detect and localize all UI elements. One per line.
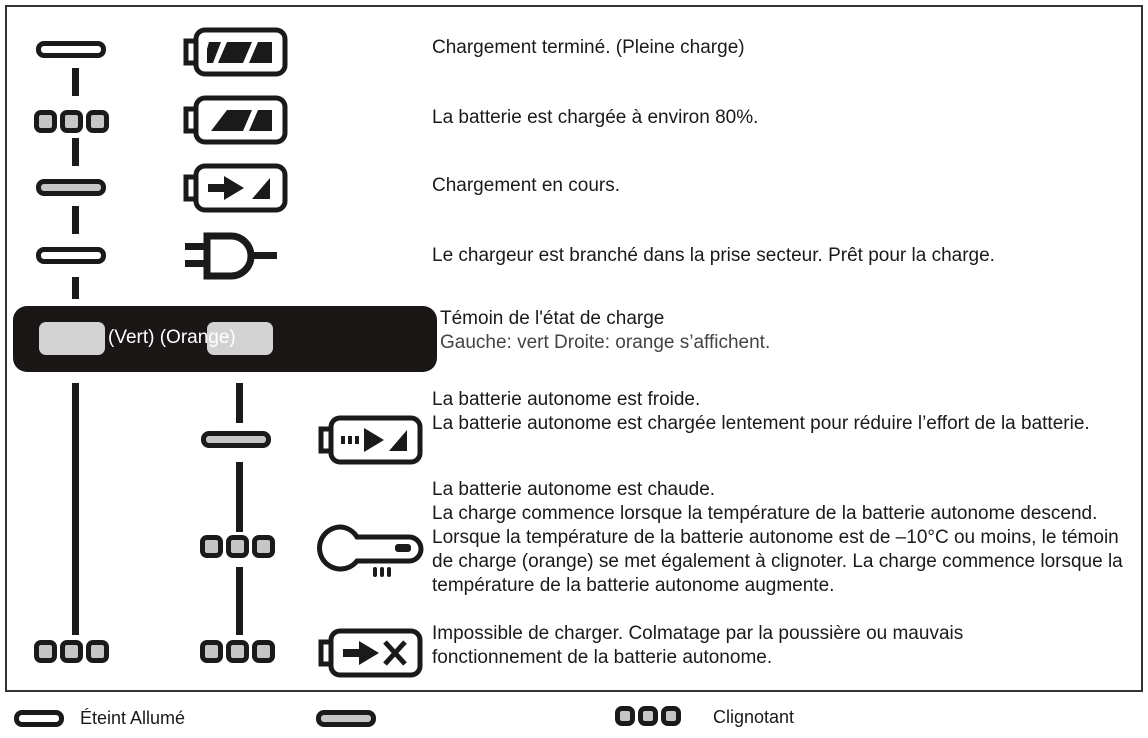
legend-blinking-swatch (615, 706, 681, 726)
thermometer-hot-icon (317, 523, 423, 583)
band-subtitle: Gauche: vert Droite: orange s’affichent. (440, 332, 771, 353)
connector-line (72, 138, 79, 166)
connector-line (72, 206, 79, 234)
connector-line (72, 277, 79, 299)
legend-on-swatch (316, 710, 376, 727)
hot-description: La charge commence lorsque la température de la batterie autonome descend. Lorsque la température de la batterie autonome est de –10°C ou moins, le témoin de charge (orange) se met également à clignoter. La charge commence lorsque la température de la batterie autonome augmente. (432, 503, 1123, 596)
cold-description: La batterie autonome est chargée lentement pour réduire l’effort de la batterie. (432, 413, 1090, 434)
status-text: La batterie est chargée à environ 80%. (432, 107, 759, 128)
band-label: (Vert) (Orange) (108, 327, 236, 348)
indicator-blinking-orange (200, 640, 275, 663)
plug-icon (185, 232, 285, 280)
indicator-band (13, 306, 437, 372)
orange-line (236, 567, 243, 635)
indicator-on (36, 179, 106, 196)
connector-line (72, 68, 79, 96)
battery-full-icon (182, 27, 288, 77)
indicator-blinking-orange (200, 535, 275, 558)
indicator-on-orange (201, 431, 271, 448)
battery-charging-icon (182, 163, 288, 213)
indicator-blinking-green (34, 640, 109, 663)
green-line (72, 383, 79, 635)
error-description: Impossible de charger. Colmatage par la poussière ou mauvais fonctionnement de la batterie autonome. (432, 623, 964, 668)
battery-80-icon (182, 95, 288, 145)
band-title: Témoin de l'état de charge (440, 308, 665, 329)
indicator-off (36, 247, 106, 264)
battery-error-icon (317, 628, 423, 678)
status-text: Le chargeur est branché dans la prise secteur. Prêt pour la charge. (432, 245, 995, 266)
hot-title: La batterie autonome est chaude. (432, 479, 716, 500)
indicator-off (36, 41, 106, 58)
cold-title: La batterie autonome est froide. (432, 389, 701, 410)
battery-slow-charge-icon (317, 415, 423, 465)
status-text: Chargement en cours. (432, 175, 620, 196)
legend-blinking-label: Clignotant (713, 707, 795, 727)
orange-line (236, 383, 243, 423)
legend-off-swatch (14, 710, 64, 727)
orange-line (236, 462, 243, 532)
indicator-blinking (34, 110, 109, 133)
status-text: Chargement terminé. (Pleine charge) (432, 37, 745, 58)
legend-off-on-label: Éteint Allumé (80, 708, 186, 728)
green-indicator (39, 322, 105, 355)
